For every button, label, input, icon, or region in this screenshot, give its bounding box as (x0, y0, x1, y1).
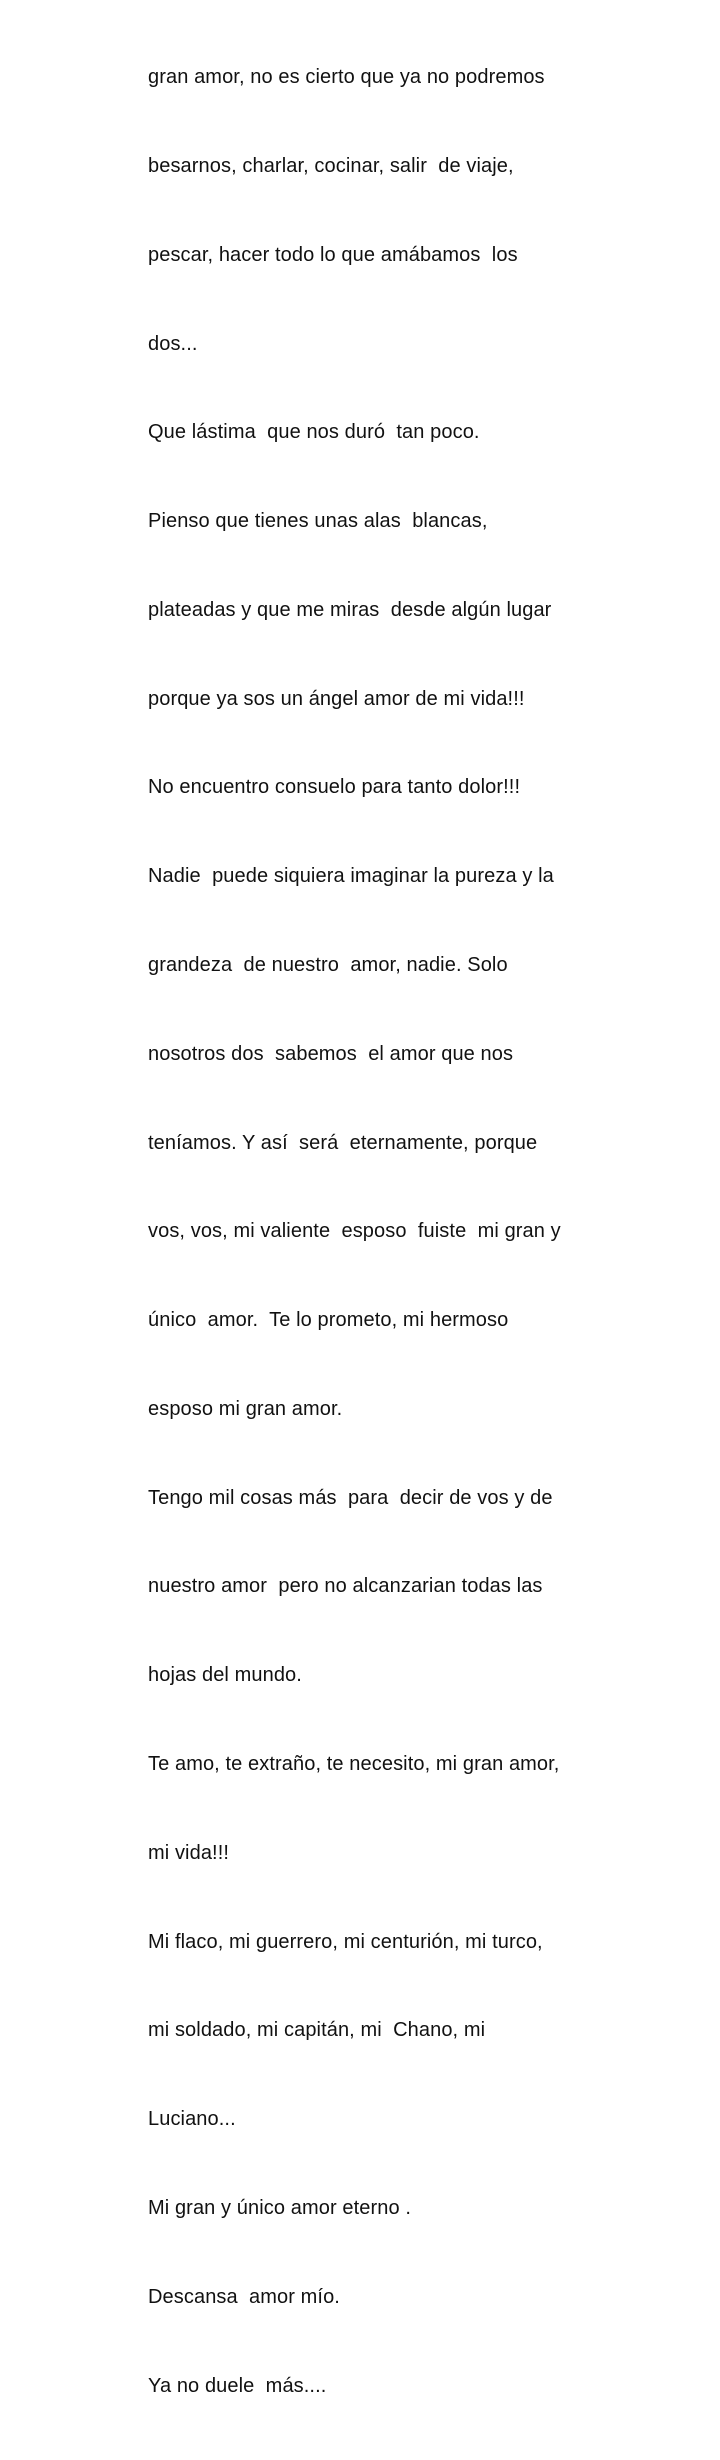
letter-line: Luciano... (148, 2108, 236, 2131)
letter-line: Te amo, te extraño, te necesito, mi gran amor, (148, 1753, 560, 1776)
letter-line: vos, vos, mi valiente esposo fuiste mi gran y (148, 1220, 561, 1243)
letter-line: mi vida!!! (148, 1841, 230, 1864)
letter-line: Mi gran y único amor eterno . (148, 2196, 412, 2219)
letter-line: Ya no duele más.... (148, 2374, 327, 2397)
letter-line: nuestro amor pero no alcanzarian todas las (148, 1575, 543, 1598)
letter-line: mi soldado, mi capitán, mi Chano, mi (148, 2019, 486, 2042)
letter-line: Tengo mil cosas más para decir de vos y de (148, 1486, 553, 1509)
letter-line: nosotros dos sabemos el amor que nos (148, 1042, 514, 1065)
letter-line: plateadas y que me miras desde algún lugar (148, 598, 552, 621)
letter-line: Mi flaco, mi guerrero, mi centurión, mi turco, (148, 1930, 543, 1953)
letter-line: único amor. Te lo prometo, mi hermoso (148, 1309, 509, 1332)
letter-text (148, 4, 708, 2460)
letter-line: Descansa amor mío. (148, 2285, 340, 2308)
letter-line: Pienso que tienes unas alas blancas, (148, 510, 488, 533)
letter-line: dos... (148, 332, 198, 355)
letter-line: esposo mi gran amor. (148, 1397, 343, 1420)
letter-line: hojas del mundo. (148, 1664, 302, 1687)
letter-line: grandeza de nuestro amor, nadie. Solo (148, 954, 508, 976)
letter-line: Que lástima que nos duró tan poco. (148, 421, 480, 444)
letter-line: teníamos. Y así será eternamente, porque (148, 1131, 538, 1154)
letter-line: No encuentro consuelo para tanto dolor!!! (148, 776, 521, 799)
letter-line: Nadie puede siquiera imaginar la pureza y la (148, 865, 554, 888)
letter-line: porque ya sos un ángel amor de mi vida!!! (148, 687, 525, 710)
letter-line: pescar, hacer todo lo que amábamos los (148, 243, 518, 266)
letter-line: gran amor, no es cierto que ya no podremos (148, 66, 545, 89)
letter-line: besarnos, charlar, cocinar, salir de viaje, (148, 154, 514, 177)
